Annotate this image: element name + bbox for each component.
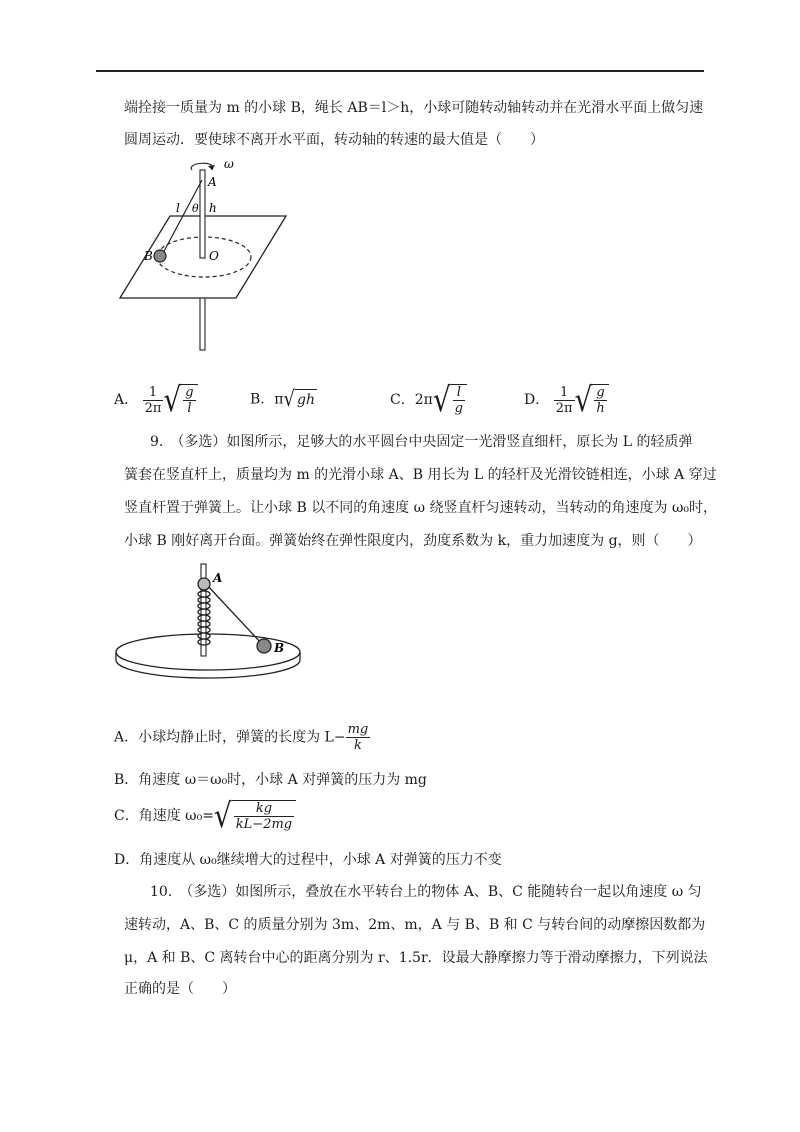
ball-B — [257, 639, 271, 653]
sqrt: √ $\frac{l}{g}$ — [433, 384, 467, 416]
theta-label: θ — [192, 202, 199, 215]
q10-text-line-2: 速转动，A、B、C 的质量分别为 3m、2m、m，A 与 B、B 和 C 与转台间的动摩擦因数都为 — [124, 917, 706, 933]
q10-text-line-4: 正确的是（ ） — [124, 981, 236, 997]
rotation-shaft-lower — [200, 298, 205, 350]
q8-option-A[interactable]: A． $\frac{1}{2\pi}$ √ $\frac{g}{l}$ — [114, 384, 198, 416]
q8-figure — [108, 150, 298, 360]
fraction: $\frac{1}{2\pi}$ — [144, 384, 162, 416]
q9-text-line-4: 小球 B 刚好离开台面。弹簧始终在弹性限度内，劲度系数为 k，重力加速度为 g，则（ ） — [124, 533, 702, 549]
string-AB — [162, 180, 202, 255]
q9-text-line-1: 9. （多选）如图所示，足够大的水平圆台中央固定一光滑竖直细杆，原长为 L 的轻质弹 — [150, 434, 693, 450]
fraction: $\frac{mg}{k}$ — [347, 722, 369, 753]
q8-text-line-1: 端拴接一质量为 m 的小球 B，绳长 AB＝l＞h，小球可随转动轴转动并在光滑水平面上做匀速 — [124, 100, 704, 116]
arrowhead-icon — [208, 165, 215, 170]
q8-option-D[interactable]: D． $\frac{1}{2\pi}$ √ $\frac{g}{h}$ — [524, 384, 609, 416]
q9-text-line-3: 竖直杆置于弹簧上。让小球 B 以不同的角速度 ω 绕竖直杆匀速转动，当转动的角速度为 ω₀时， — [124, 500, 717, 516]
point-O-label: O — [209, 249, 219, 263]
ball-B — [154, 250, 166, 262]
fraction: $\frac{1}{2\pi}$ — [555, 384, 573, 416]
ball-A-label: A — [213, 571, 223, 585]
point-A-label: A — [208, 175, 217, 189]
q10-text-line-1: 10. （多选）如图所示，叠放在水平转台上的物体 A、B、C 能随转台一起以角速度 ω 匀 — [150, 884, 702, 900]
sqrt: √ gh — [283, 386, 315, 412]
sqrt: √ $\frac{kg}{kL-2mg}$ — [214, 800, 296, 832]
q9-option-B[interactable]: B．角速度 ω＝ω₀时，小球 A 对弹簧的压力为 mg — [114, 772, 427, 788]
sqrt: √ $\frac{g}{l}$ — [163, 384, 197, 416]
q9-option-A[interactable]: A．小球均静止时，弹簧的长度为 L− $\frac{mg}{k}$ — [114, 722, 369, 753]
q9-text-line-2: 簧套在竖直杆上，质量均为 m 的光滑小球 A、B 用长为 L 的轻杆及光滑铰链相连，小球 A 穿过 — [124, 467, 717, 483]
q8-text-line-2: 圆周运动．要使球不离开水平面，转动轴的转速的最大值是（ ） — [124, 132, 544, 148]
q10-text-line-3: μ，A 和 B、C 离转台中心的距离分别为 r、1.5r．设最大静摩擦力等于滑动摩擦力，下列说法 — [124, 950, 708, 966]
q9-option-C[interactable]: C．角速度 ω₀=√ $\frac{kg}{kL-2mg}$ — [114, 800, 296, 832]
sqrt: √ $\frac{g}{h}$ — [575, 384, 609, 416]
q8-option-C[interactable]: C．2π√ $\frac{l}{g}$ — [390, 384, 467, 416]
ball-A — [198, 578, 210, 590]
h-label: h — [209, 201, 217, 215]
ball-B-label: B — [274, 641, 285, 655]
q9-figure — [112, 560, 312, 680]
l-label: l — [176, 201, 180, 215]
header-rule — [96, 70, 704, 72]
q9-option-D[interactable]: D．角速度从 ω₀继续增大的过程中，小球 A 对弹簧的压力不变 — [114, 852, 502, 868]
q8-option-B[interactable]: B．π√ gh — [250, 386, 315, 412]
point-B-label: B — [144, 249, 153, 263]
omega-label: ω — [224, 157, 234, 171]
